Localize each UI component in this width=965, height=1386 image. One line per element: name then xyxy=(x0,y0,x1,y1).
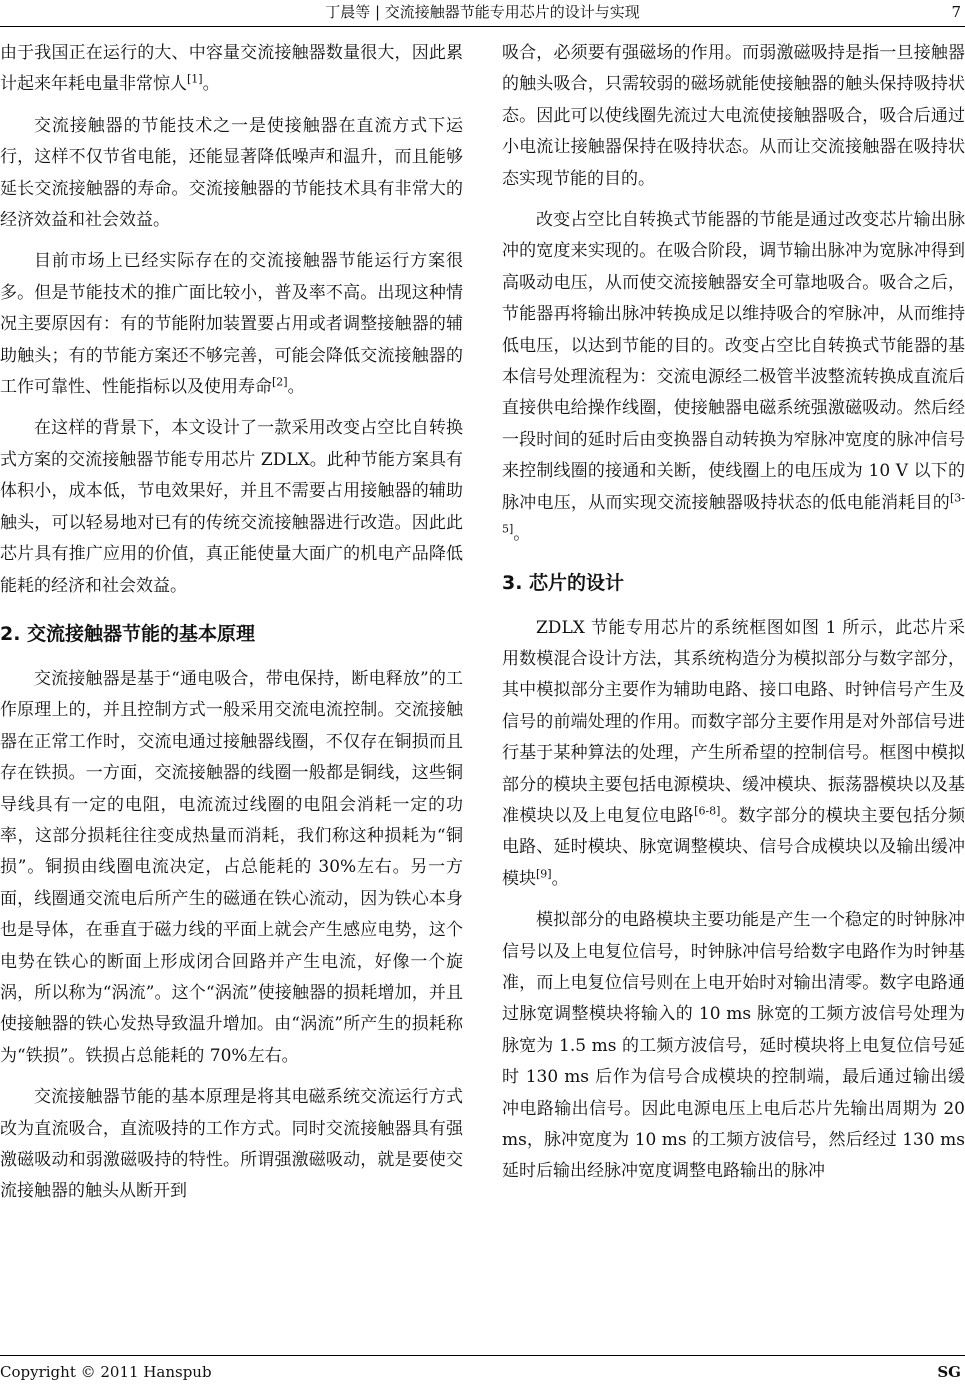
journal-abbrev: SG xyxy=(937,1363,961,1381)
citation[interactable]: [9] xyxy=(536,867,552,881)
citation[interactable]: [2] xyxy=(272,375,288,389)
paragraph: 模拟部分的电路模块主要功能是产生一个稳定的时钟脉冲信号以及上电复位信号，时钟脉冲信号给数字电路作为时钟基准，而上电复位信号则在上电开始时对输出清零。数字电路通过脉宽调整模块将输入的 10 ms 脉宽的工频方波信号处理为脉宽为 1.5 ms 的工频方波信号，延时模块将上电复位信号延时 130 ms 后作为信号合成模块的控制端，最后通过输出缓冲电路输出信号。因此电源电压上电后芯片先输出周期为 20 ms，脉冲宽度为 10 ms 的工频方波信号，然后经过 130 ms 延时后输出经脉冲宽度调整电路输出的脉冲 xyxy=(502,910,965,1182)
copyright-notice: Copyright © 2011 Hanspub xyxy=(0,1363,212,1381)
section-heading: 2. 交流接触器节能的基本原理 xyxy=(0,622,256,645)
paragraph: ZDLX 节能专用芯片的系统框图如图 1 所示，此芯片采用数模混合设计方法，其系统构造分为模拟部分与数字部分，其中模拟部分主要作为辅助电路、接口电路、时钟信号产生及信号的前端处理的作用。而数字部分主要作用是对外部信号进行基于某种算法的处理，产生所希望的控制信号。框图中模拟部分的模块主要包括电源模块、缓冲模块、振荡器模块以及基准模块以及上电复位电路[6-8]。数字部分的模块主要包括分频电路、延时模块、脉宽调整模块、信号合成模块以及输出缓冲模块[9]。 xyxy=(502,617,965,889)
citation[interactable]: [3-5] xyxy=(502,491,965,536)
paragraph: 交流接触器的节能技术之一是使接触器在直流方式下运行，这样不仅节省电能，还能显著降低噪声和温升，而且能够延长交流接触器的寿命。交流接触器的节能技术具有非常大的经济效益和社会效益。 xyxy=(0,115,463,231)
section-heading: 3. 芯片的设计 xyxy=(502,571,625,594)
paragraph: 改变占空比自转换式节能器的节能是通过改变芯片输出脉冲的宽度来实现的。在吸合阶段，调节输出脉冲为宽脉冲得到高吸动电压，从而使交流接触器安全可靠地吸合。吸合之后，节能器再将输出脉冲转换成足以维持吸合的窄脉冲，从而维持低电压，以达到节能的目的。改变占空比自转换式节能器的基本信号处理流程为：交流电源经二极管半波整流转换成直流后直接供电给操作线圈，使接触器电磁系统强激磁吸动。然后经一段时间的延时后由变换器自动转换为窄脉冲宽度的脉冲信号来控制线圈的接通和关断，使线圈上的电压成为 10 V 以下的脉冲电压，从而实现交流接触器吸持状态的低电能消耗目的[3-5]。 xyxy=(502,210,965,545)
citation[interactable]: [1] xyxy=(187,72,203,86)
paragraph: 目前市场上已经实际存在的交流接触器节能运行方案很多。但是节能技术的推广面比较小，普及率不高。出现这种情况主要原因有：有的节能附加装置要占用或者调整接触器的辅助触头；有的节能方案还不够完善，可能会降低交流接触器的工作可靠性、性能指标以及使用寿命[2]。 xyxy=(0,251,463,398)
page-number: 7 xyxy=(951,3,961,21)
citation[interactable]: [6-8] xyxy=(694,804,721,818)
running-title: 丁晨等 | 交流接触器节能专用芯片的设计与实现 xyxy=(325,3,640,21)
right-column xyxy=(502,38,965,1188)
page-footer xyxy=(0,1355,965,1386)
paragraph: 交流接触器节能的基本原理是将其电磁系统交流运行方式改为直流吸合，直流吸持的工作方式。同时交流接触器具有强激磁吸动和弱激磁吸持的特性。所谓强激磁吸动，就是要使交流接触器的触头从断开到 xyxy=(0,1087,463,1202)
paragraph: 由于我国正在运行的大、中容量交流接触器数量很大，因此累计起来年耗电量非常惊人[1]。 xyxy=(0,43,463,95)
paragraph: 吸合，必须要有强磁场的作用。而弱激磁吸持是指一旦接触器的触头吸合，只需较弱的磁场就能使接触器的触头保持吸持状态。因此可以使线圈先流过大电流使接触器吸合，吸合后通过小电流让接触器保持在吸持状态。从而让交流接触器在吸持状态实现节能的目的。 xyxy=(502,43,965,189)
paragraph: 在这样的背景下，本文设计了一款采用改变占空比自转换式方案的交流接触器节能专用芯片 ZDLX。此种节能方案具有体积小，成本低，节电效果好，并且不需要占用接触器的辅助触头，可以轻易地对已有的传统交流接触器进行改造。因此此芯片具有推广应用的价值，真正能使量大面广的机电产品降低能耗的经济和社会效益。 xyxy=(0,418,463,596)
paragraph: 交流接触器是基于“通电吸合，带电保持，断电释放”的工作原理上的，并且控制方式一般采用交流电流控制。交流接触器在正常工作时，交流电通过接触器线圈，不仅存在铜损而且存在铁损。一方面，交流接触器的线圈一般都是铜线，这些铜导线具有一定的电阻，电流流过线圈的电阻会消耗一定的功率，这部分损耗往往变成热量而消耗，我们称这种损耗为“铜损”。铜损由线圈电流决定，占总能耗的 30%左右。另一方面，线圈通交流电后所产生的磁通在铁心流动，因为铁心本身也是导体，在垂直于磁力线的平面上就会产生感应电势，这个电势在铁心的断面上形成闭合回路并产生电流，好像一个旋涡，所以称为“涡流”。这个“涡流”使接触器的损耗增加，并且使接触器的铁心发热导致温升增加。由“涡流”所产生的损耗称为“铁损”。铁损占总能耗的 70%左右。 xyxy=(0,668,463,1066)
left-column xyxy=(0,38,463,1208)
page-header xyxy=(0,0,965,27)
